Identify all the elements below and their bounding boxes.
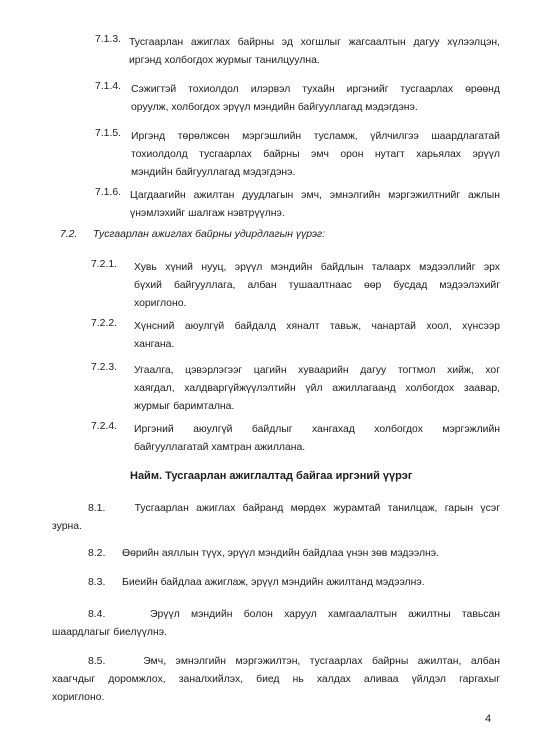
clause-text — [134, 421, 500, 457]
clause-line: бүхий байгууллага, албан тушаалтнаас өөр бусдад мэдээлэхийг — [134, 280, 500, 291]
clause-text — [131, 81, 500, 117]
clause-line: иргэнд холбогдох журмыг танилцуулна. — [129, 55, 320, 66]
clause-text — [130, 187, 500, 223]
clause-number: 7.2.3. — [91, 362, 117, 373]
clause-number: 7.2.1. — [91, 259, 117, 270]
clause-number: 7.2.2. — [91, 318, 117, 329]
clause-line: Биеийн байдлаа ажиглаж, эрүүл мэндийн ажилтанд мэдээлнэ. — [122, 577, 425, 588]
clause-line: хаагчдыг доромжлох, заналхийлэх, биед нь халдах аливаа үйлдэл гаргахыг — [52, 674, 500, 685]
clause-line: Цагдаагийн ажилтан дуудлагын эмч, эмнэлгийн мэргэжилтнийг ажлын — [130, 190, 500, 201]
clause-line: Хувь хүний нууц, эрүүл мэндийн байдлын талаарх мэдээллийг эрх — [134, 262, 500, 273]
section-heading: Найм. Тусгаарлан ажиглалтад байгаа иргэний үүрэг — [130, 470, 413, 482]
clause-number: 7.1.6. — [95, 187, 121, 198]
clause-line — [52, 500, 500, 518]
clause-line: Хүнсний аюулгүй байдалд хяналт тавьж, чанартай хоол, хүнсээр — [134, 321, 500, 332]
clause-line — [52, 606, 500, 624]
clause-number: 8.2. — [88, 548, 106, 559]
clause-line-text: Эмч, эмнэлгийн мэргэжилтэн, тусгаарлах байрны ажилтан, албан — [143, 656, 500, 667]
page-number: 4 — [485, 713, 492, 725]
clause-line: Өөрийн аяллын түүх, эрүүл мэндийн байдлаа үнэн зөв мэдээлнэ. — [122, 548, 439, 559]
clause-line: Угаалга, цэвэрлэгээг цагийн хуваарийн дагуу тогтмол хийж, хог — [134, 365, 500, 376]
clause-number: 7.2.4. — [91, 421, 117, 432]
clause-line: зурна. — [52, 521, 82, 532]
clause-number: 7.1.5. — [95, 128, 121, 139]
clause-number: 8.3. — [88, 577, 106, 588]
clause-line: хаягдал, халдваргүйжүүлэлтийн үйл ажиллагаанд холбогдох заавар, — [134, 383, 500, 394]
clause-line: журмыг баримтална. — [134, 401, 235, 412]
clause-line: байгууллагатай хамтран ажиллана. — [134, 442, 306, 453]
clause-line — [52, 653, 500, 671]
clause-line: тохиолдолд тусгаарлах байрны эмч орон нутагт харьялах эрүүл — [131, 149, 500, 160]
clause-line: Иргэний аюулгүй байдлыг хангахад холбогдох мэргэжлийн — [134, 424, 500, 435]
clause-number: 8.5. — [88, 656, 106, 667]
clause-line: Тусгаарлан ажиглах байрны эд хогшлыг жагсаалтын дагуу хүлээлцэн, — [129, 37, 500, 48]
clause-number: 7.1.4. — [95, 81, 121, 92]
section-title: Тусгаарлан ажиглах байрны удирдлагын үүрэг: — [93, 229, 326, 240]
clause-line: шаардлагыг биелүүлнэ. — [52, 627, 167, 638]
clause-text — [52, 653, 500, 707]
clause-number: 8.4. — [88, 609, 106, 620]
clause-line-text: Тусгаарлан ажиглах байранд мөрдөх журамтай танилцаж, гарын үсэг — [134, 503, 500, 514]
clause-number: 7.1.3. — [95, 34, 121, 45]
clause-text — [134, 259, 500, 313]
clause-line: хориглоно. — [134, 298, 187, 309]
clause-text — [52, 500, 500, 536]
clause-text — [52, 606, 500, 642]
clause-text — [134, 318, 500, 354]
clause-line-text: Эрүүл мэндийн болон харуул хамгаалалтын ажилтны тавьсан — [150, 609, 500, 620]
clause-line: үнэмлэхийг шалгаж нэвтрүүлнэ. — [130, 208, 285, 219]
section-number: 7.2. — [60, 229, 78, 240]
clause-line: Сэжигтэй тохиолдол илэрвэл тухайн иргэнийг тусгаарлах өрөөнд — [131, 84, 500, 95]
clause-text — [134, 362, 500, 416]
clause-line: мэндийн байгууллагад мэдэгдэнэ. — [131, 167, 296, 178]
clause-number: 8.1. — [88, 503, 106, 514]
clause-line: оруулж, холбогдох эрүүл мэндийн байгууллагад мэдэгдэнэ. — [131, 102, 418, 113]
clause-line: Иргэнд төрөлжсөн мэргэшлийн тусламж, үйлчилгээ шаардлагатай — [131, 131, 500, 142]
clause-line: хангана. — [134, 339, 175, 350]
clause-text — [131, 128, 500, 182]
clause-text — [129, 34, 500, 70]
clause-line: хориглоно. — [52, 692, 105, 703]
